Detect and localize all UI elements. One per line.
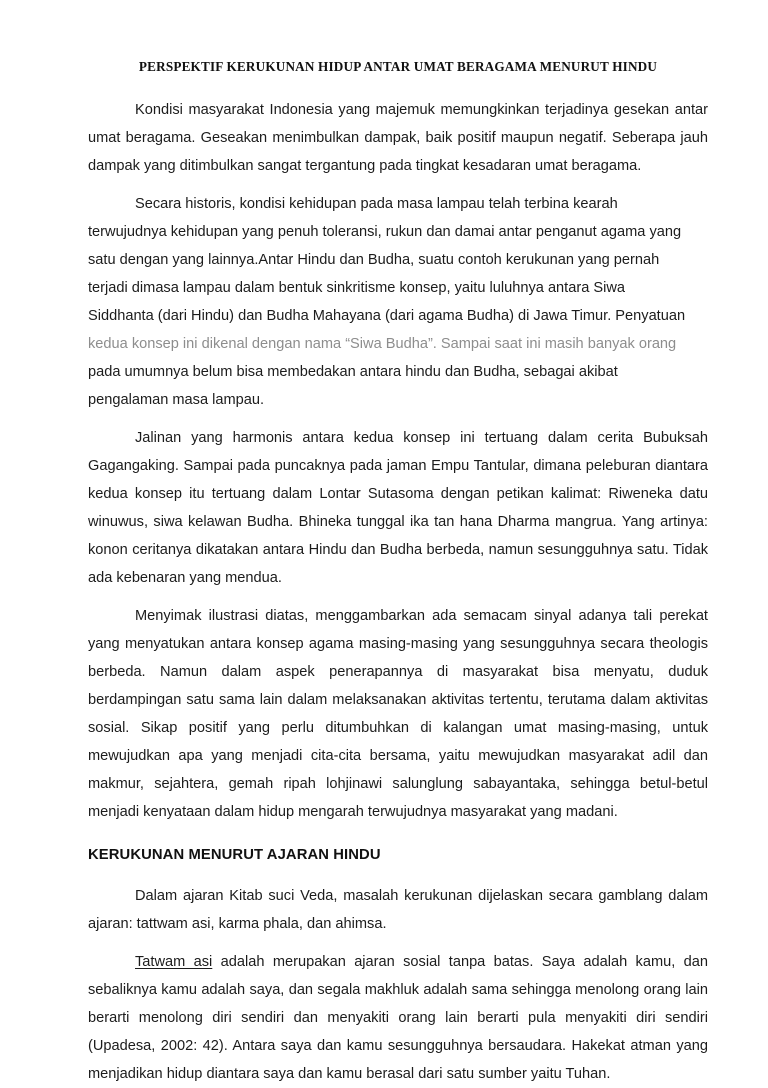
paragraph-5: Dalam ajaran Kitab suci Veda, masalah kerukunan dijelaskan secara gamblang dalam ajaran: tattwam asi, karma phala, dan ahimsa. [88,887,708,932]
spacer [88,826,708,842]
paragraph-2-line-8: pengalaman masa lampau. [88,391,265,408]
paragraph-6-underlined-term: Tatwam asi [135,953,213,970]
paragraph-3: Jalinan yang harmonis antara kedua konsep ini tertuang dalam cerita Bubuksah Gagangaking. Sampai pada puncaknya pada jaman Empu Tantular, dimana peleburan diantara kedua konsep itu tertuang dalam Lontar Sutasoma dengan petikan kalimat: Riweneka datu winuwus, siwa kelawan Budha. Bhineka tunggal ika tan hana Dharma mangrua. Yang artinya: konon ceritanya dikatakan antara Hindu dan Budha berbeda, namun sesungguhnya satu. Tidak ada kebenaran yang mendua. [88,429,708,586]
paragraph-2-line-5: Siddhanta (dari Hindu) dan Budha Mahayana (dari agama Budha) di Jawa Timur. Penyatuan [88,307,686,324]
paragraph-2-line-1: Secara historis, kondisi kehidupan pada masa lampau telah terbina kearah [135,195,618,212]
spacer [88,180,708,190]
paragraph-4: Menyimak ilustrasi diatas, menggambarkan ada semacam sinyal adanya tali perekat yang menyatukan antara konsep agama masing-masing yang sesungguhnya secara theologis berbeda. Namun dalam aspek penerapannya di masyarakat bisa menyatu, duduk berdampingan satu sama lain dalam melaksanakan aktivitas tertentu, terutama dalam aktivitas sosial. Sikap positif yang perlu ditumbuhkan di kalangan umat masing-masing, untuk mewujudkan apa yang menjadi cita-cita bersama, yaitu mewujudkan masyarakat adil dan makmur, sejahtera, gemah ripah lohjinawi salunglung sabayantaka, sehingga betul-betul menjadi kenyataan dalam hidup mengarah terwujudnya masyarakat yang madani. [88,607,708,820]
spacer [88,938,708,948]
paragraph-6 [88,948,708,1088]
paragraph-1: Kondisi masyarakat Indonesia yang majemuk memungkinkan terjadinya gesekan antar umat beragama. Geseakan menimbulkan dampak, baik positif maupun negatif. Seberapa jauh dampak yang ditimbulkan sangat tergantung pada tingkat kesadaran umat beragama. [88,101,708,174]
paragraph-2-line-3: satu dengan yang lainnya.Antar Hindu dan Budha, suatu contoh kerukunan yang pernah [88,251,660,268]
paragraph-2-line-4: terjadi dimasa lampau dalam bentuk sinkritisme konsep, yaitu luluhnya antara Siwa [88,279,626,296]
section-heading: KERUKUNAN MENURUT AJARAN HINDU [88,846,381,863]
paragraph-2-line-7: pada umumnya belum bisa membedakan antara hindu dan Budha, sebagai akibat [88,363,618,380]
paragraph-2-line-6-faded: kedua konsep ini dikenal dengan nama “Siwa Budha”. Sampai saat ini masih banyak orang [88,335,677,352]
spacer [88,76,708,96]
paragraph-2-line-2: terwujudnya kehidupan yang penuh toleransi, rukun dan damai antar penganut agama yang [88,223,682,240]
paragraph-2 [88,190,708,414]
spacer [88,592,708,602]
page-title: PERSPEKTIF KERUKUNAN HIDUP ANTAR UMAT BERAGAMA MENURUT HINDU [138,59,658,74]
spacer [88,414,708,424]
document-body [88,0,708,1088]
paragraph-6-text: adalah merupakan ajaran sosial tanpa batas. Saya adalah kamu, dan sebaliknya kamu adalah saya, dan segala makhluk adalah sama sehingga menolong orang lain berarti menolong diri sendiri dan menyakiti orang lain berarti pula menyakiti diri sendiri (Upadesa, 2002: 42). Antara saya dan kamu sesungguhnya bersaudara. Hakekat atman yang menjadikan hidup diantara saya dan kamu berasal dari satu sumber yaitu Tuhan. [88,953,708,1082]
spacer [88,868,708,882]
